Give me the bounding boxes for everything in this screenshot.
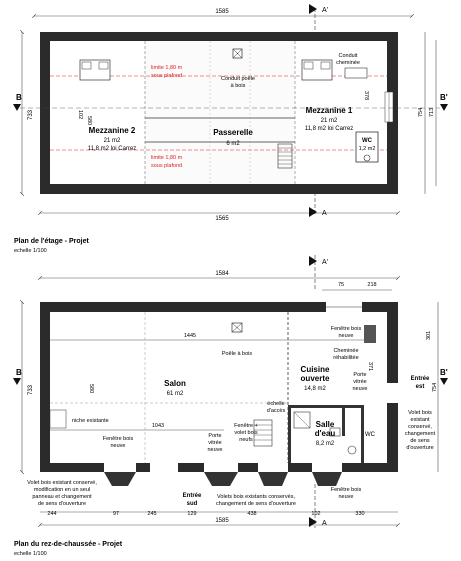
- upper-wc-area: 1,2 m2: [358, 146, 376, 152]
- conduit-cheminee-line2: cheminée: [336, 60, 360, 66]
- section-arrow-icon: [309, 256, 317, 266]
- lower-dim-371: 371: [367, 362, 373, 372]
- poele-label: Poêle à bois: [221, 351, 253, 357]
- upper-section-b: B: [16, 93, 22, 102]
- toilet-icon: [348, 446, 356, 454]
- upper-plan-title: Plan de l'étage - Projet: [14, 238, 89, 245]
- section-arrow-icon: [13, 378, 21, 385]
- upper-section-a-prime: A': [322, 7, 329, 14]
- bottom-dim-7: 330: [355, 511, 365, 517]
- upper-plan: [13, 4, 448, 254]
- echelle-line1: échelle: [267, 401, 285, 407]
- porte-mid-line2: vitrée: [208, 440, 222, 446]
- cuisine-area: 14,8 m2: [304, 386, 326, 392]
- conduit-poele-line1: Conduit poêle: [221, 76, 255, 82]
- conduit-cheminee-line1: Conduit: [338, 53, 358, 59]
- bottom-dim-4: 129: [187, 511, 197, 517]
- lower-dim-bottom: 1585: [215, 518, 229, 524]
- fenetre-bottom-line2: neuve: [338, 494, 354, 500]
- lower-dim-right: 754: [432, 382, 438, 392]
- poele-icon: [232, 323, 242, 332]
- lower-plan: [13, 255, 448, 557]
- upper-section-b-prime: B': [440, 93, 448, 102]
- bottom-dim-3: 245: [147, 511, 157, 517]
- porte-right-line3: neuve: [352, 386, 368, 392]
- section-arrow-icon: [309, 207, 317, 217]
- bed-icon: [80, 60, 110, 80]
- mezz1-carrez: 11,8 m2 loi Carrez: [304, 126, 354, 132]
- entree-est-line2: est: [415, 384, 425, 390]
- volet-est-line1: Volet bois: [408, 410, 432, 416]
- upper-dim-top: 1585: [215, 9, 229, 15]
- fenetre-left-line2: neuve: [110, 443, 126, 449]
- conduit-poele-line2: à bois: [230, 83, 246, 89]
- upper-dim-580: 580: [86, 116, 92, 126]
- upper-section-a: A: [322, 210, 327, 217]
- conduit-poele-icon: [233, 49, 242, 58]
- limit-top-line2: sous plafond: [151, 73, 183, 79]
- lower-dim-top: 1584: [215, 271, 229, 277]
- passerelle-area: 6 m2: [226, 141, 240, 147]
- salon-name: Salon: [164, 379, 186, 388]
- lower-dim-1445: 1445: [183, 333, 197, 339]
- section-arrow-icon: [309, 4, 317, 14]
- volet-est-line6: d'ouverture: [406, 445, 434, 451]
- passerelle-name: Passerelle: [213, 128, 253, 137]
- volet-sud-line1: Volet bois existant conservé,: [27, 480, 97, 486]
- fenetre-volets-line1: Fenêtre +: [234, 423, 258, 429]
- volet-est-line5: de sens: [410, 438, 430, 444]
- bottom-dim-1: 244: [47, 511, 57, 517]
- salle-eau-name-2: d'eau: [314, 429, 336, 438]
- upper-dim-right-a: 754: [418, 107, 424, 117]
- upper-dim-right-b: 713: [429, 107, 435, 117]
- porte-mid-line3: neuve: [207, 447, 223, 453]
- volets-existants-line1: Volets bois existants conservés,: [217, 494, 295, 500]
- fenetre-left-line1: Fenêtre bois: [102, 436, 134, 442]
- salle-eau-name-1: Salle: [315, 420, 335, 429]
- lower-dim-580: 580: [88, 384, 94, 394]
- fenetre-volets-line2: volet bois: [234, 430, 258, 436]
- fenetre-volets-line3: neufs: [239, 437, 253, 443]
- fenetre-top-line2: neuve: [338, 333, 354, 339]
- mezz2-name: Mezzanine 2: [88, 126, 136, 135]
- fenetre-bottom-line1: Fenêtre bois: [330, 487, 362, 493]
- salon-area: 61 m2: [166, 391, 184, 397]
- volet-sud-line2: modification en un seul: [33, 487, 91, 493]
- mezz2-carrez: 11,8 m2 loi Carrez: [87, 146, 137, 152]
- bottom-dim-2: 97: [112, 511, 120, 517]
- echelle-line2: d'accès: [266, 408, 286, 414]
- upper-dim-102: 102: [77, 110, 83, 120]
- lower-dim-1043: 1043: [151, 423, 165, 429]
- limit-bottom-line2: sous plafond: [151, 163, 183, 169]
- volet-est-line3: conservé,: [408, 424, 432, 430]
- volet-est-line2: existant: [410, 417, 430, 423]
- salle-eau-area: 8,2 m2: [315, 441, 335, 447]
- entree-sud-line1: Entrée: [182, 493, 202, 499]
- lower-plan-scale: echelle 1/100: [14, 551, 47, 557]
- lower-dim-left: 733: [28, 384, 34, 395]
- limit-top-line1: limite 1,80 m: [151, 65, 183, 71]
- lower-section-b-prime: B': [440, 368, 448, 377]
- bottom-dim-6: 102: [311, 511, 321, 517]
- lower-section-b: B: [16, 368, 22, 377]
- volet-est-line4: changement: [404, 431, 436, 437]
- lower-dim-301: 301: [426, 330, 432, 340]
- mezz2-area: 21 m2: [103, 138, 121, 144]
- volets-existants-line2: changement de sens d'ouverture: [216, 501, 296, 507]
- section-arrow-icon: [440, 104, 448, 111]
- porte-right-line1: Porte: [353, 372, 367, 378]
- lower-plan-title: Plan du rez-de-chaussée - Projet: [14, 541, 123, 548]
- niche-label: niche existante: [72, 418, 109, 424]
- mezz1-name: Mezzanine 1: [305, 106, 353, 115]
- limit-bottom-line1: limite 1,80 m: [151, 155, 183, 161]
- upper-wc-name: WC: [362, 138, 372, 144]
- cuisine-name-2: ouverte: [300, 374, 330, 383]
- bottom-dim-5: 438: [247, 511, 257, 517]
- mezz1-area: 21 m2: [320, 118, 338, 124]
- section-arrow-icon: [440, 378, 448, 385]
- entree-est-line1: Entrée: [410, 376, 430, 382]
- conduit-cheminee-block: [345, 68, 367, 78]
- upper-dim-left: 733: [28, 109, 34, 120]
- lower-dim-75: 75: [337, 282, 345, 288]
- cheminee-line1: Cheminée: [333, 348, 359, 354]
- lower-dim-218: 218: [367, 282, 377, 288]
- porte-right-line2: vitrée: [353, 379, 367, 385]
- cheminee-block: [364, 325, 376, 343]
- lower-section-a-prime: A': [322, 259, 329, 266]
- upper-dim-378: 378: [363, 91, 369, 101]
- upper-plan-scale: echelle 1/100: [14, 248, 47, 254]
- lower-wc: WC: [365, 432, 375, 438]
- cuisine-name-1: Cuisine: [300, 365, 330, 374]
- entree-sud-line2: sud: [186, 501, 198, 507]
- porte-mid-line1: Porte: [208, 433, 222, 439]
- volet-sud-line4: de sens d'ouverture: [37, 501, 87, 507]
- cheminee-line2: réhabilitée: [333, 355, 359, 361]
- lower-section-a: A: [322, 520, 327, 527]
- upper-dim-bottom: 1565: [215, 216, 229, 222]
- section-arrow-icon: [309, 517, 317, 527]
- bed-icon: [302, 60, 332, 80]
- fenetre-top-line1: Fenêtre bois: [330, 326, 362, 332]
- volet-sud-line3: panneau et changement: [32, 494, 92, 500]
- section-arrow-icon: [13, 104, 21, 111]
